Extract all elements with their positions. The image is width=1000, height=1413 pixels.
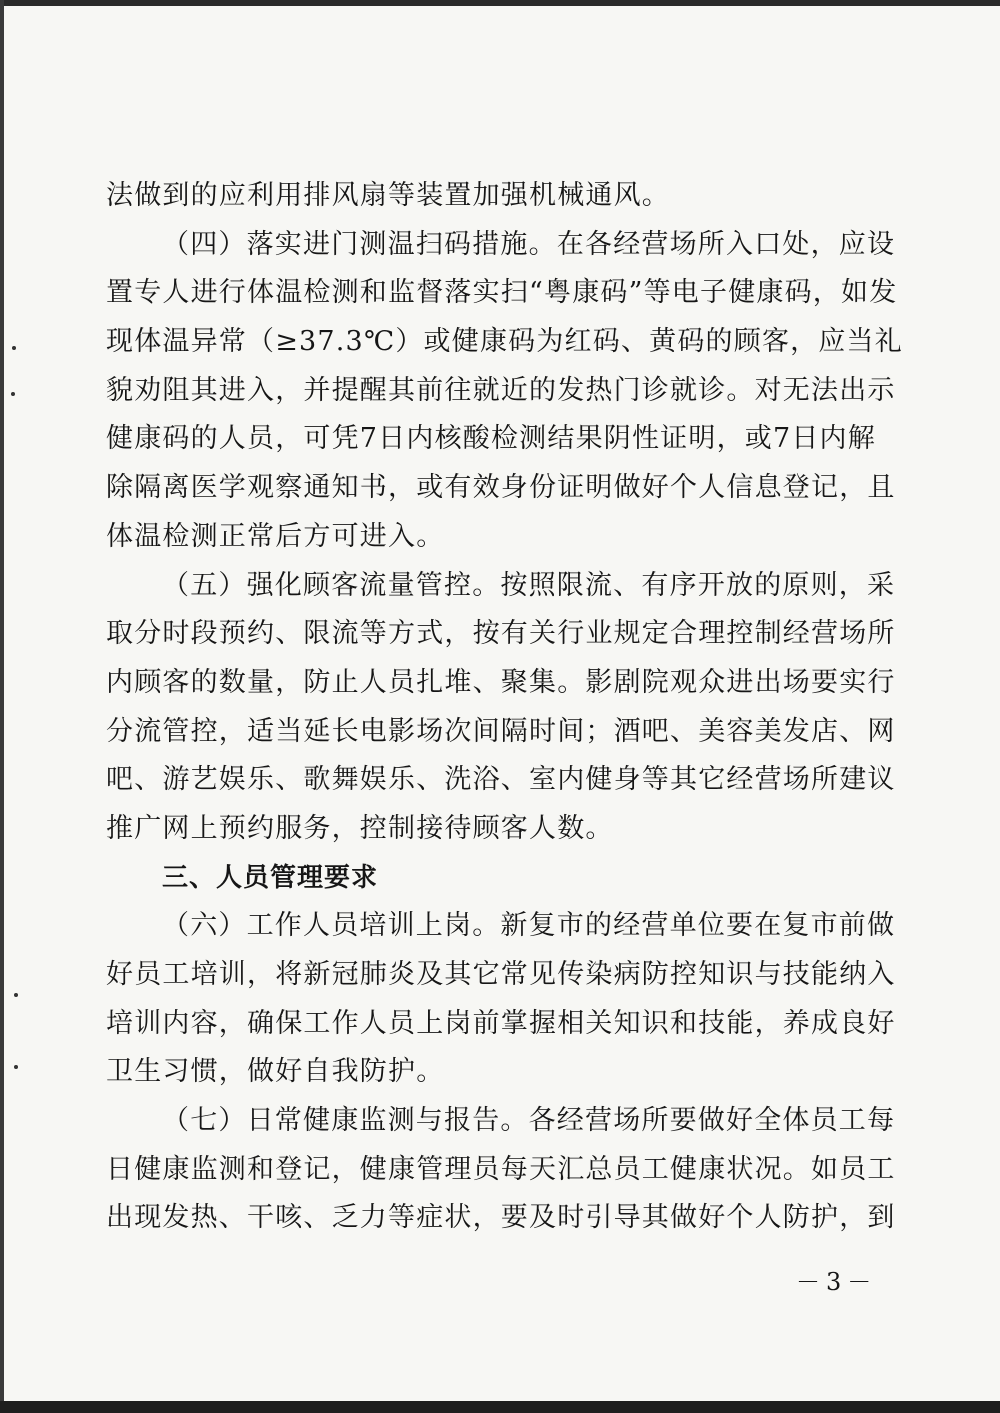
text-line: （四）落实进门测温扫码措施。在各经营场所入口处，应设 — [162, 228, 896, 260]
text-line: 内顾客的数量，防止人员扎堆、聚集。影剧院观众进出场要实行 — [106, 666, 896, 698]
text-line: 卫生习惯，做好自我防护。 — [106, 1056, 445, 1088]
document-body — [106, 172, 903, 1243]
text-line: 除隔离医学观察通知书，或有效身份证明做好个人信息登记，且 — [106, 472, 896, 504]
text-line: （六）工作人员培训上岗。新复市的经营单位要在复市前做 — [162, 910, 896, 942]
page-number: －3－ — [796, 1268, 878, 1296]
scan-speck — [12, 346, 16, 350]
text-line: 培训内容，确保工作人员上岗前掌握相关知识和技能，养成良好 — [106, 1007, 896, 1039]
text-line: 现体温异常（≥37.3℃）或健康码为红码、黄码的顾客，应当礼 — [106, 326, 903, 358]
scan-speck — [14, 993, 18, 997]
section-heading: 三、人员管理要求 — [162, 862, 379, 893]
text-line: （七）日常健康监测与报告。各经营场所要做好全体员工每 — [162, 1105, 896, 1137]
text-line: 推广网上预约服务，控制接待顾客人数。 — [106, 812, 614, 844]
scan-edge-bottom — [0, 1401, 1000, 1413]
text-line: 法做到的应利用排风扇等装置加强机械通风。 — [106, 180, 670, 211]
text-line: （五）强化顾客流量管控。按照限流、有序开放的原则，采 — [162, 569, 896, 601]
text-line: 取分时段预约、限流等方式，按有关行业规定合理控制经营场所 — [106, 618, 896, 650]
text-line: 吧、游艺娱乐、歌舞娱乐、洗浴、室内健身等其它经营场所建议 — [106, 764, 896, 796]
text-line: 出现发热、干咳、乏力等症状，要及时引导其做好个人防护，到 — [106, 1202, 896, 1234]
scan-speck — [11, 392, 15, 396]
text-line: 好员工培训，将新冠肺炎及其它常见传染病防控知识与技能纳入 — [106, 959, 896, 990]
scan-edge-top — [0, 0, 1000, 6]
text-line: 貌劝阻其进入，并提醒其前往就近的发热门诊就诊。对无法出示 — [106, 374, 896, 406]
scan-edge-left — [0, 0, 4, 1413]
text-line: 日健康监测和登记，健康管理员每天汇总员工健康状况。如员工 — [106, 1153, 896, 1185]
text-line: 置专人进行体温检测和监督落实扫“粤康码”等电子健康码，如发 — [106, 277, 898, 309]
text-line: 分流管控，适当延长电影场次间隔时间；酒吧、美容美发店、网 — [106, 715, 896, 747]
text-line: 体温检测正常后方可进入。 — [106, 520, 445, 552]
scan-speck — [14, 1065, 18, 1069]
text-line: 健康码的人员，可凭7日内核酸检测结果阴性证明，或7日内解 — [106, 423, 876, 455]
